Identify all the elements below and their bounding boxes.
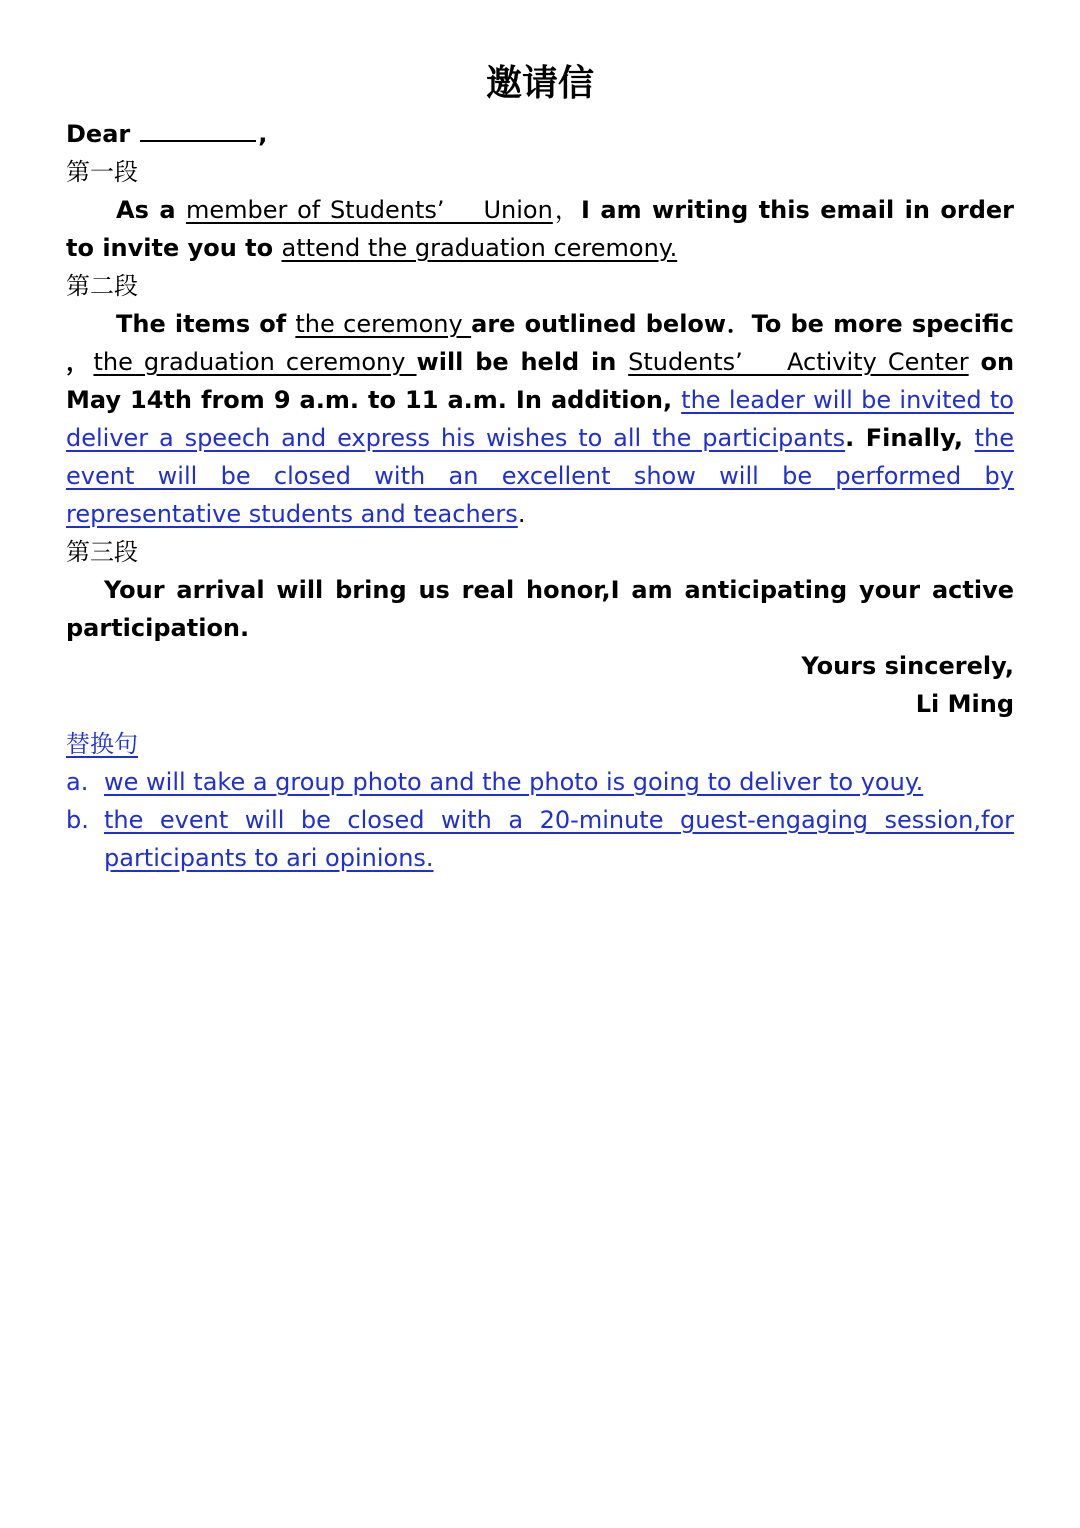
alternatives-list — [66, 763, 1014, 877]
para1-text-3: I am writing this email in order to invite you to — [66, 196, 1015, 262]
salutation-comma: , — [258, 120, 268, 148]
paragraph-2 — [66, 305, 1014, 533]
page-title: 邀请信 — [485, 63, 594, 104]
para2-underline-1: the ceremony — [295, 310, 472, 338]
para2-blue-1: the leader will be invited to deliver a speech and express his wishes to all the participants — [66, 386, 1014, 452]
alternative-sentence: the event will be closed with a 20-minute guest-engaging session,for participants to ari opinions. — [104, 806, 1014, 872]
salutation — [66, 114, 1014, 153]
list-marker: a. — [66, 768, 89, 796]
para2-text-2: are outlined below．To be more specific ， — [66, 310, 1015, 376]
section-label-3: 第三段 — [66, 538, 138, 566]
para2-text-3: will be held in — [416, 348, 629, 376]
recipient-blank — [140, 114, 256, 142]
para2-text-4: on May 14th from 9 a.m. to 11 a.m. In addition, — [66, 348, 1015, 414]
para2-text-6: . — [517, 500, 526, 528]
para2-text-1: The items of — [116, 310, 296, 338]
list-item — [66, 763, 1014, 801]
salutation-dear: Dear — [66, 120, 131, 148]
para2-underline-2: the graduation ceremony — [93, 348, 417, 376]
paragraph-3: Your arrival will bring us real honor,I am anticipating your active participation. — [66, 576, 1014, 642]
para2-blue-2: the event will be closed with an excellent show will be performed by representative students and teachers — [66, 424, 1014, 528]
closing-line: Yours sincerely, — [801, 652, 1014, 680]
para1-underline-1: member of Students’ Union — [185, 196, 553, 224]
para2-text-5: . Finally, — [845, 424, 975, 452]
list-marker: b. — [66, 806, 89, 834]
para1-underline-2: attend the graduation ceremony. — [281, 234, 678, 262]
list-item — [66, 801, 1014, 877]
para2-underline-3: Students’ Activity Center — [628, 348, 969, 376]
section-label-1: 第一段 — [66, 158, 138, 186]
para1-text-2: ， — [552, 196, 582, 224]
signature-name: Li Ming — [915, 690, 1014, 718]
alternative-sentence: we will take a group photo and the photo is going to deliver to youy. — [104, 768, 924, 796]
section-label-2: 第二段 — [66, 272, 138, 300]
para1-text-1: As a — [116, 196, 186, 224]
paragraph-1 — [66, 191, 1014, 267]
alternatives-heading: 替换句 — [66, 730, 138, 758]
